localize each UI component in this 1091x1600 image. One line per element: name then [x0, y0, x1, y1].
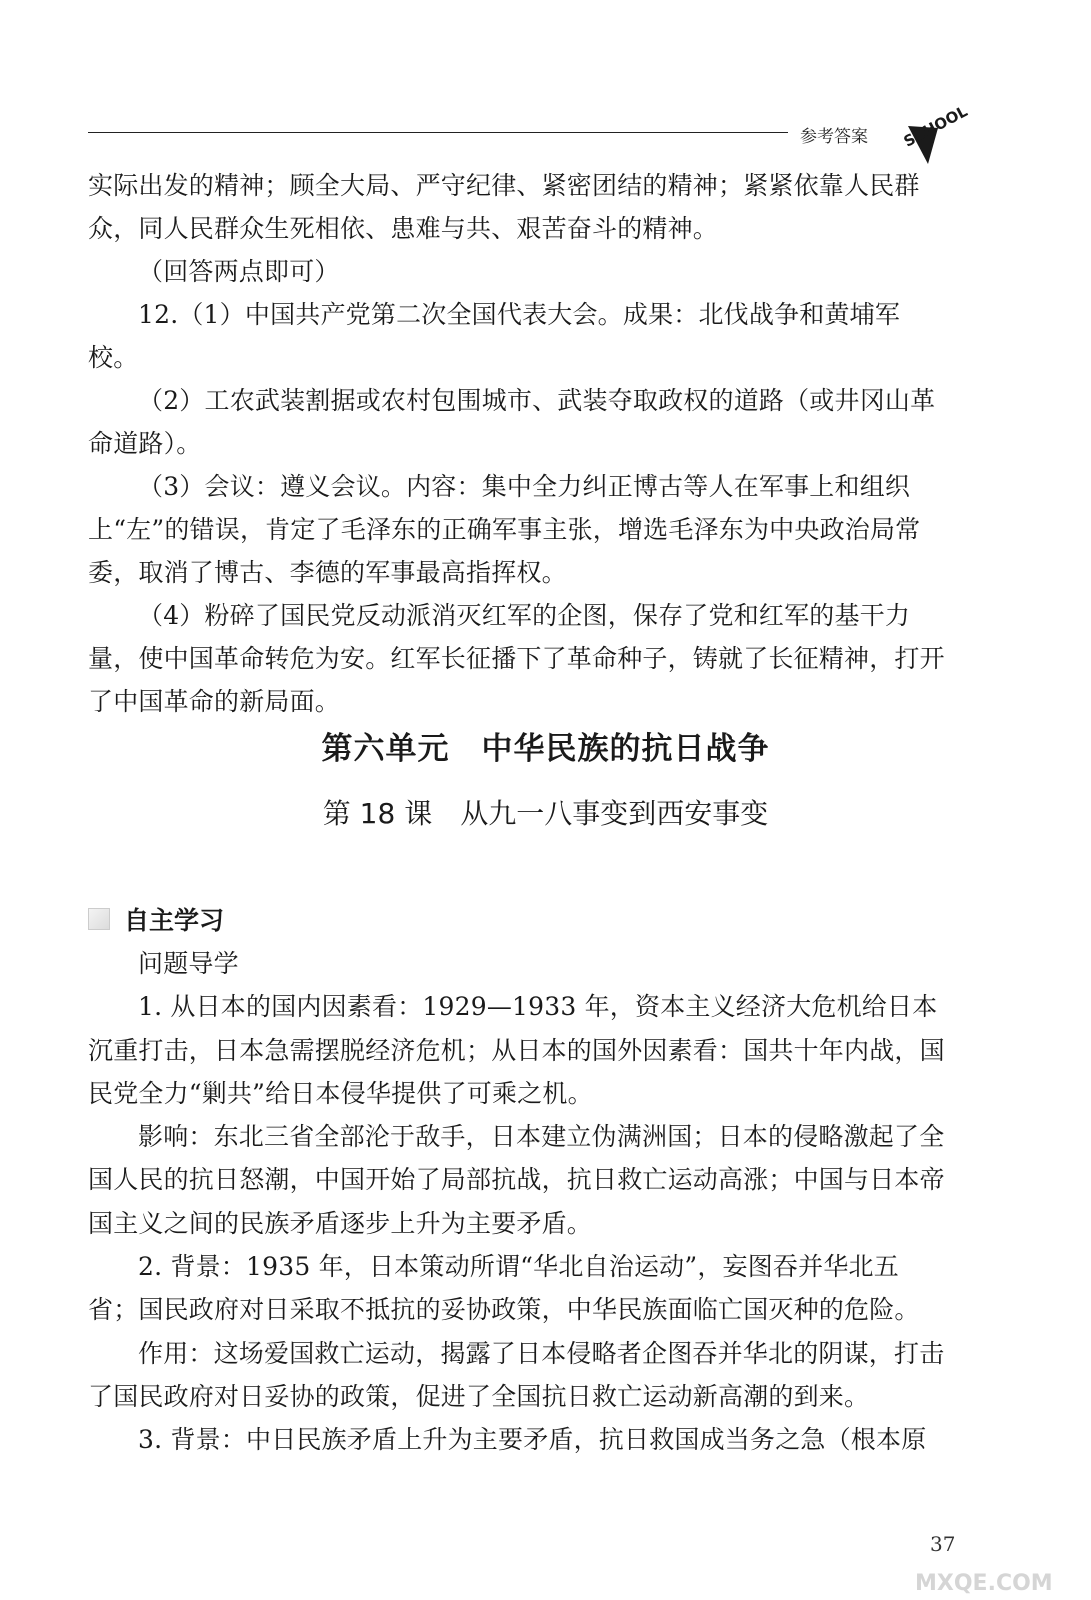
- paragraph: 实际出发的精神；顾全大局、严守纪律、紧密团结的精神；紧紧依靠人民群众，同人民群众生死相依、患难与共、艰苦奋斗的精神。: [88, 171, 920, 243]
- paragraph: （3）会议：遵义会议。内容：集中全力纠正博古等人在军事上和组织上“左”的错误，肯定了毛泽东的正确军事主张，增选毛泽东为中央政治局常委，取消了博古、李德的军事最高指挥权。: [88, 472, 921, 587]
- paragraph: 2. 背景：1935 年，日本策动所谓“华北自治运动”，妄图吞并华北五省；国民政府对日采取不抵抗的妥协政策，中华民族面临亡国灭种的危险。: [88, 1252, 920, 1325]
- section-body: [88, 942, 948, 1462]
- paragraph: 12.（1）中国共产党第二次全国代表大会。成果：北伐战争和黄埔军校。: [88, 300, 901, 372]
- watermark-text: MXQE.COM: [915, 1571, 1053, 1596]
- paragraph: 作用：这场爱国救亡运动，揭露了日本侵略者企图吞并华北的阴谋，打击了国民政府对日妥协的政策，促进了全国抗日救亡运动新高潮的到来。: [88, 1338, 945, 1411]
- header-rule: [88, 132, 788, 133]
- section-heading: [88, 901, 224, 937]
- paragraph: 3. 背景：中日民族矛盾上升为主要矛盾，抗日救国成当务之急（根本原: [138, 1425, 927, 1455]
- watermark-logo-icon: [895, 1528, 1085, 1598]
- paragraph: （回答两点即可）: [138, 257, 340, 286]
- page-number: 37: [930, 1532, 956, 1556]
- paragraph: 1. 从日本的国内因素看：1929—1933 年，资本主义经济大危机给日本沉重打击，日本急需摆脱经济危机；从日本的国外因素看：国共十年内战，国民党全力“剿共”给日本侵华提供了可乘之机。: [88, 992, 945, 1108]
- section-marker-icon: [88, 908, 110, 930]
- paragraph: （4）粉碎了国民党反动派消灭红军的企图，保存了党和红军的基干力量，使中国革命转危为安。红军长征播下了革命种子，铸就了长征精神，打开了中国革命的新局面。: [88, 601, 945, 716]
- unit-title: 第六单元 中华民族的抗日战争: [321, 731, 770, 767]
- paragraph: 影响：东北三省全部沦于敌手，日本建立伪满洲国；日本的侵略激起了全国人民的抗日怒潮，中国开始了局部抗战，抗日救亡运动高涨；中国与日本帝国主义之间的民族矛盾逐步上升为主要矛盾。: [88, 1122, 945, 1238]
- section-heading-label: 自主学习: [124, 906, 225, 935]
- paragraph: （2）工农武装割据或农村包围城市、武装夺取政权的道路（或井冈山革命道路）。: [88, 386, 936, 458]
- school-logo-text: SCHOOL: [900, 102, 970, 151]
- header-label: 参考答案: [800, 127, 868, 147]
- lesson-title: 第 18 课 从九一八事变到西安事变: [322, 797, 769, 830]
- school-logo-icon: [890, 96, 970, 168]
- answer-continuation: [88, 164, 948, 723]
- section-subheading: 问题导学: [138, 949, 239, 978]
